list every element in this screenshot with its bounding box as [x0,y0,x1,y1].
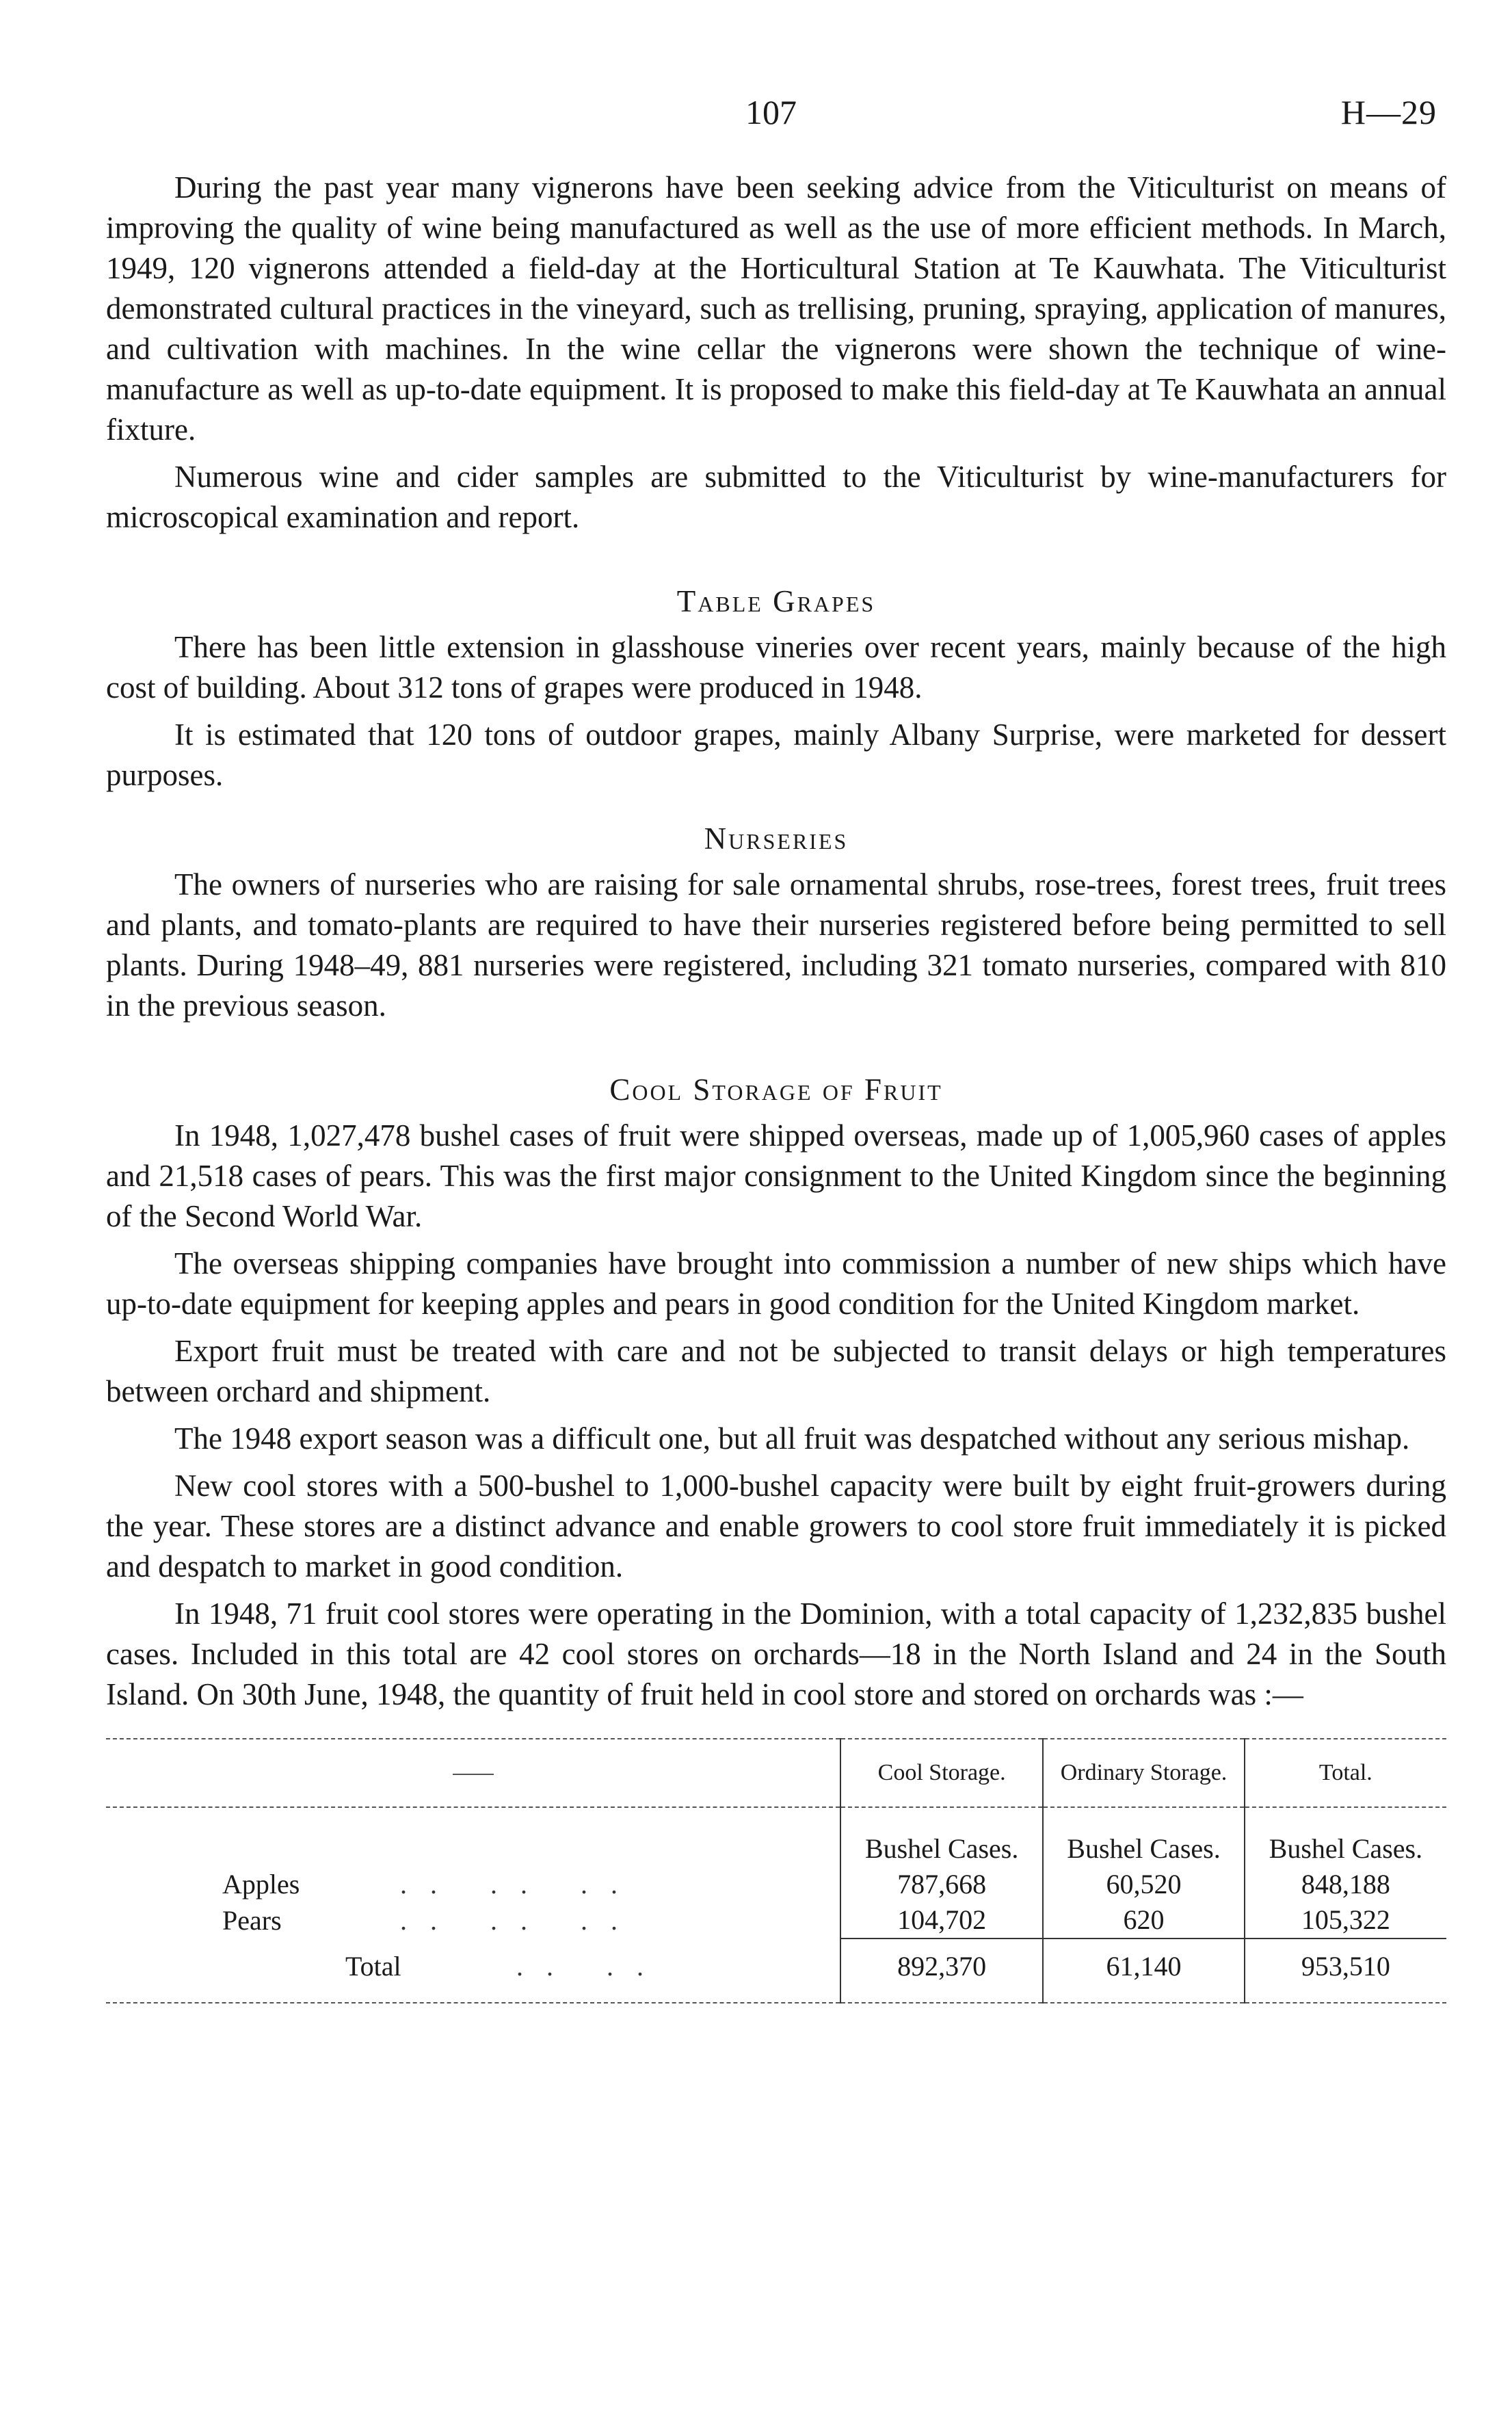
units-ordinary: Bushel Cases. [1043,1807,1244,1867]
paragraph-export-season: The 1948 export season was a difficult one, but all fruit was despatched without any serious mishap. [174,1421,1410,1456]
total-cool-storage: 892,370 [840,1939,1043,2003]
apples-total: 848,188 [1245,1867,1446,1902]
paragraph-export-care: Export fruit must be treated with care and not be subjected to transit delays or high temperatures between orchard and shipment. [106,1334,1446,1408]
paragraph-export-shipments: In 1948, 1,027,478 bushel cases of fruit were shipped overseas, made up of 1,005,960 cases of apples and 21,518 cases of pears. This was the first major consignment to the United Kingdom since the beginning of the Second World War. [106,1118,1446,1233]
leader-dots: . . . . . . [400,1904,626,1936]
row-label-cell [106,1867,840,1902]
paragraph-viticulture-advice: During the past year many vignerons have been seeking advice from the Viticulturist on means of improving the quality of wine being manufactured as well as the use of more efficient methods. In March, 1949, 120 vignerons attended a field-day at the Horticultural Station at Te Kauwhata. The Viticulturist demonstrated cultural practices in the vineyard, such as trellising, pruning, spraying, application of manures, and cultivation with machines. In the wine cellar the vignerons were shown the technique of wine-manufacture as well as up-to-date equipment. It is proposed to make this field-day at Te Kauwhata an annual fixture. [106,170,1446,447]
header-ordinary-storage: Ordinary Storage. [1043,1739,1244,1807]
apples-ordinary-storage: 60,520 [1043,1867,1244,1902]
pears-ordinary-storage: 620 [1043,1902,1244,1939]
paragraph-new-cool-stores: New cool stores with a 500-bushel to 1,000-bushel capacity were built by eight fruit-growers during the year. These stores are a distinct advance and enable growers to cool store fruit immediately it is picked and despatch to market in good condition. [106,1469,1446,1583]
pears-cool-storage: 104,702 [840,1902,1043,1939]
report-code: H—29 [1340,93,1437,131]
row-label-pears: Pears [222,1904,282,1936]
heading-cool-storage: Cool Storage of Fruit [609,1073,943,1107]
document-body [106,168,1446,2003]
page-number: 107 [745,93,797,131]
leader-dots: . . . . . . [400,1869,626,1900]
table-row [106,1867,1446,1902]
paragraph-shipping-companies: The overseas shipping companies have brought into commission a number of new ships which have up-to-date equipment for keeping apples and pears in good condition for the United Kingdom market. [106,1246,1446,1321]
units-total: Bushel Cases. [1245,1807,1446,1867]
apples-cool-storage: 787,668 [840,1867,1043,1902]
row-label-apples: Apples [222,1869,300,1900]
heading-nurseries: Nurseries [704,822,849,856]
paragraph-glasshouse-vineries: There has been little extension in glasshouse vineries over recent years, mainly because of the high cost of building. About 312 tons of grapes were produced in 1948. [106,630,1446,705]
page-header [0,92,1512,140]
storage-table [106,1738,1446,2003]
units-label-cell [106,1807,840,1867]
units-row [106,1807,1446,1867]
paragraph-nurseries-registration: The owners of nurseries who are raising for sale ornamental shrubs, rose-trees, forest trees, fruit trees and plants, and tomato-plants are required to have their nurseries registered before being permitted to sell plants. During 1948–49, 881 nurseries were registered, including 321 tomato nurseries, compared with 810 in the previous season. [106,867,1446,1023]
units-cool: Bushel Cases. [840,1807,1043,1867]
header-blank-cell [106,1739,840,1807]
paragraph-cool-store-capacity: In 1948, 71 fruit cool stores were operating in the Dominion, with a total capacity of 1,232,835 bushel cases. Included in this total are 42 cool stores on orchards—18 in the North Island and 24 in the South Island. On 30th June, 1948, the quantity of fruit held in cool store and stored on orchards was :— [106,1596,1446,1711]
table-row [106,1902,1446,1939]
table-total-row [106,1939,1446,2003]
header-rule [453,1774,494,1775]
header-total: Total. [1245,1739,1446,1807]
header-cool-storage: Cool Storage. [840,1739,1043,1807]
grand-total: 953,510 [1245,1939,1446,2003]
pears-total: 105,322 [1245,1902,1446,1939]
row-label-cell [106,1902,840,1939]
row-label-total: Total [345,1950,401,1982]
total-label-cell [106,1939,840,2003]
paragraph-outdoor-grapes: It is estimated that 120 tons of outdoor grapes, mainly Albany Surprise, were marketed for dessert purposes. [106,718,1446,792]
total-ordinary-storage: 61,140 [1043,1939,1244,2003]
heading-table-grapes: Table Grapes [676,584,876,618]
leader-dots: . . . . [516,1950,652,1982]
paragraph-wine-samples: Numerous wine and cider samples are submitted to the Viticulturist by wine-manufacturers for microscopical examination and report. [106,460,1446,534]
table-header-row [106,1739,1446,1807]
